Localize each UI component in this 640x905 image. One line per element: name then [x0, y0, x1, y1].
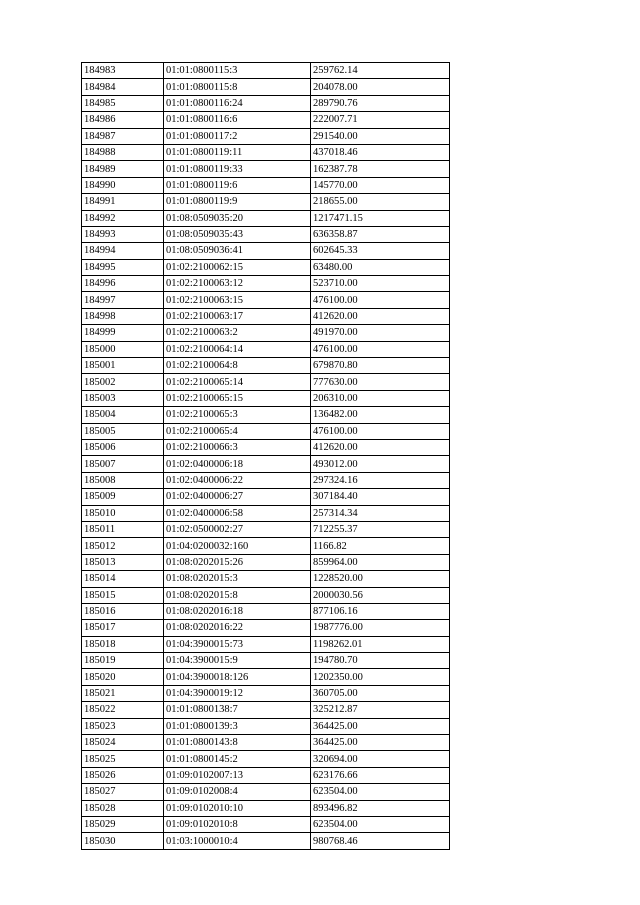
value-cell: 291540.00 — [311, 128, 450, 144]
table-row — [82, 358, 450, 374]
table-row — [82, 554, 450, 570]
cadastral-number-cell: 01:08:0202015:26 — [164, 554, 311, 570]
cadastral-number-cell: 01:08:0509035:43 — [164, 226, 311, 242]
cadastral-number-cell: 01:02:0500002:27 — [164, 521, 311, 537]
value-cell: 1198262.01 — [311, 636, 450, 652]
data-table — [81, 62, 450, 850]
table-row — [82, 816, 450, 832]
cadastral-number-cell: 01:02:2100064:14 — [164, 341, 311, 357]
row-number-cell: 184994 — [82, 243, 164, 259]
table-row — [82, 587, 450, 603]
table-row — [82, 407, 450, 423]
table-row — [82, 144, 450, 160]
cadastral-number-cell: 01:04:0200032:160 — [164, 538, 311, 554]
value-cell: 523710.00 — [311, 276, 450, 292]
table-row — [82, 767, 450, 783]
row-number-cell: 185027 — [82, 784, 164, 800]
row-number-cell: 184999 — [82, 325, 164, 341]
table-row — [82, 505, 450, 521]
table-row — [82, 423, 450, 439]
table-row — [82, 63, 450, 79]
table-body — [82, 63, 450, 850]
table-row — [82, 128, 450, 144]
value-cell: 360705.00 — [311, 685, 450, 701]
row-number-cell: 184993 — [82, 226, 164, 242]
cadastral-number-cell: 01:02:2100063:12 — [164, 276, 311, 292]
value-cell: 320694.00 — [311, 751, 450, 767]
table-row — [82, 472, 450, 488]
row-number-cell: 185030 — [82, 833, 164, 849]
row-number-cell: 185023 — [82, 718, 164, 734]
cadastral-number-cell: 01:08:0202015:8 — [164, 587, 311, 603]
row-number-cell: 185007 — [82, 456, 164, 472]
table-row — [82, 521, 450, 537]
cadastral-number-cell: 01:02:2100063:2 — [164, 325, 311, 341]
cadastral-number-cell: 01:02:0400006:58 — [164, 505, 311, 521]
value-cell: 636358.87 — [311, 226, 450, 242]
value-cell: 364425.00 — [311, 735, 450, 751]
table-row — [82, 276, 450, 292]
row-number-cell: 185010 — [82, 505, 164, 521]
value-cell: 437018.46 — [311, 144, 450, 160]
table-row — [82, 292, 450, 308]
value-cell: 364425.00 — [311, 718, 450, 734]
value-cell: 476100.00 — [311, 341, 450, 357]
row-number-cell: 185013 — [82, 554, 164, 570]
table-row — [82, 620, 450, 636]
row-number-cell: 185026 — [82, 767, 164, 783]
value-cell: 476100.00 — [311, 423, 450, 439]
value-cell: 679870.80 — [311, 358, 450, 374]
row-number-cell: 185002 — [82, 374, 164, 390]
row-number-cell: 184998 — [82, 308, 164, 324]
cadastral-number-cell: 01:09:0102010:10 — [164, 800, 311, 816]
value-cell: 602645.33 — [311, 243, 450, 259]
table-row — [82, 390, 450, 406]
table-row — [82, 702, 450, 718]
row-number-cell: 185016 — [82, 603, 164, 619]
row-number-cell: 185022 — [82, 702, 164, 718]
cadastral-number-cell: 01:02:2100065:3 — [164, 407, 311, 423]
cadastral-number-cell: 01:01:0800116:6 — [164, 112, 311, 128]
cadastral-number-cell: 01:03:1000010:4 — [164, 833, 311, 849]
row-number-cell: 184991 — [82, 194, 164, 210]
table-row — [82, 653, 450, 669]
table-row — [82, 439, 450, 455]
row-number-cell: 185012 — [82, 538, 164, 554]
table-row — [82, 243, 450, 259]
value-cell: 289790.76 — [311, 95, 450, 111]
value-cell: 259762.14 — [311, 63, 450, 79]
value-cell: 777630.00 — [311, 374, 450, 390]
cadastral-number-cell: 01:09:0102010:8 — [164, 816, 311, 832]
cadastral-number-cell: 01:02:2100065:15 — [164, 390, 311, 406]
value-cell: 980768.46 — [311, 833, 450, 849]
table-row — [82, 325, 450, 341]
row-number-cell: 185001 — [82, 358, 164, 374]
value-cell: 162387.78 — [311, 161, 450, 177]
cadastral-number-cell: 01:04:3900018:126 — [164, 669, 311, 685]
row-number-cell: 185020 — [82, 669, 164, 685]
row-number-cell: 185015 — [82, 587, 164, 603]
value-cell: 1228520.00 — [311, 571, 450, 587]
table-row — [82, 112, 450, 128]
table-row — [82, 751, 450, 767]
cadastral-number-cell: 01:02:0400006:27 — [164, 489, 311, 505]
table-row — [82, 374, 450, 390]
cadastral-number-cell: 01:01:0800115:8 — [164, 79, 311, 95]
value-cell: 877106.16 — [311, 603, 450, 619]
row-number-cell: 185009 — [82, 489, 164, 505]
table-row — [82, 177, 450, 193]
value-cell: 325212.87 — [311, 702, 450, 718]
table-row — [82, 571, 450, 587]
value-cell: 257314.34 — [311, 505, 450, 521]
cadastral-number-cell: 01:01:0800119:6 — [164, 177, 311, 193]
value-cell: 222007.71 — [311, 112, 450, 128]
table-row — [82, 79, 450, 95]
cadastral-number-cell: 01:08:0202016:22 — [164, 620, 311, 636]
table-row — [82, 259, 450, 275]
table-row — [82, 833, 450, 849]
row-number-cell: 184997 — [82, 292, 164, 308]
value-cell: 1202350.00 — [311, 669, 450, 685]
value-cell: 1987776.00 — [311, 620, 450, 636]
value-cell: 194780.70 — [311, 653, 450, 669]
table-row — [82, 538, 450, 554]
table-row — [82, 718, 450, 734]
row-number-cell: 184992 — [82, 210, 164, 226]
cadastral-number-cell: 01:02:2100064:8 — [164, 358, 311, 374]
row-number-cell: 184989 — [82, 161, 164, 177]
cadastral-number-cell: 01:02:2100062:15 — [164, 259, 311, 275]
row-number-cell: 185011 — [82, 521, 164, 537]
row-number-cell: 184986 — [82, 112, 164, 128]
table-row — [82, 636, 450, 652]
value-cell: 63480.00 — [311, 259, 450, 275]
table-row — [82, 341, 450, 357]
cadastral-number-cell: 01:01:0800119:33 — [164, 161, 311, 177]
table-row — [82, 784, 450, 800]
value-cell: 1217471.15 — [311, 210, 450, 226]
cadastral-number-cell: 01:04:3900019:12 — [164, 685, 311, 701]
row-number-cell: 185021 — [82, 685, 164, 701]
row-number-cell: 185008 — [82, 472, 164, 488]
cadastral-number-cell: 01:01:0800138:7 — [164, 702, 311, 718]
value-cell: 623176.66 — [311, 767, 450, 783]
cadastral-number-cell: 01:02:2100066:3 — [164, 439, 311, 455]
row-number-cell: 184996 — [82, 276, 164, 292]
cadastral-number-cell: 01:08:0202015:3 — [164, 571, 311, 587]
cadastral-number-cell: 01:01:0800117:2 — [164, 128, 311, 144]
value-cell: 623504.00 — [311, 816, 450, 832]
table-row — [82, 194, 450, 210]
table-row — [82, 685, 450, 701]
table-row — [82, 800, 450, 816]
value-cell: 206310.00 — [311, 390, 450, 406]
value-cell: 2000030.56 — [311, 587, 450, 603]
table-row — [82, 226, 450, 242]
table-row — [82, 95, 450, 111]
row-number-cell: 185006 — [82, 439, 164, 455]
row-number-cell: 185000 — [82, 341, 164, 357]
table-row — [82, 489, 450, 505]
row-number-cell: 184988 — [82, 144, 164, 160]
cadastral-number-cell: 01:01:0800139:3 — [164, 718, 311, 734]
row-number-cell: 184995 — [82, 259, 164, 275]
row-number-cell: 185025 — [82, 751, 164, 767]
table-row — [82, 210, 450, 226]
cadastral-number-cell: 01:08:0509035:20 — [164, 210, 311, 226]
row-number-cell: 185017 — [82, 620, 164, 636]
value-cell: 893496.82 — [311, 800, 450, 816]
value-cell: 859964.00 — [311, 554, 450, 570]
value-cell: 145770.00 — [311, 177, 450, 193]
cadastral-number-cell: 01:02:0400006:18 — [164, 456, 311, 472]
cadastral-number-cell: 01:01:0800116:24 — [164, 95, 311, 111]
cadastral-number-cell: 01:01:0800115:3 — [164, 63, 311, 79]
cadastral-number-cell: 01:04:3900015:73 — [164, 636, 311, 652]
row-number-cell: 185003 — [82, 390, 164, 406]
cadastral-number-cell: 01:04:3900015:9 — [164, 653, 311, 669]
cadastral-number-cell: 01:09:0102007:13 — [164, 767, 311, 783]
table-row — [82, 161, 450, 177]
row-number-cell: 185029 — [82, 816, 164, 832]
value-cell: 493012.00 — [311, 456, 450, 472]
row-number-cell: 184987 — [82, 128, 164, 144]
value-cell: 307184.40 — [311, 489, 450, 505]
table-row — [82, 456, 450, 472]
cadastral-number-cell: 01:01:0800119:9 — [164, 194, 311, 210]
row-number-cell: 185005 — [82, 423, 164, 439]
cadastral-number-cell: 01:01:0800119:11 — [164, 144, 311, 160]
value-cell: 623504.00 — [311, 784, 450, 800]
value-cell: 297324.16 — [311, 472, 450, 488]
cadastral-number-cell: 01:08:0509036:41 — [164, 243, 311, 259]
value-cell: 491970.00 — [311, 325, 450, 341]
value-cell: 712255.37 — [311, 521, 450, 537]
table-row — [82, 669, 450, 685]
cadastral-number-cell: 01:01:0800145:2 — [164, 751, 311, 767]
row-number-cell: 185018 — [82, 636, 164, 652]
row-number-cell: 184990 — [82, 177, 164, 193]
value-cell: 412620.00 — [311, 439, 450, 455]
row-number-cell: 185019 — [82, 653, 164, 669]
cadastral-number-cell: 01:02:0400006:22 — [164, 472, 311, 488]
cadastral-number-cell: 01:02:2100063:15 — [164, 292, 311, 308]
row-number-cell: 185024 — [82, 735, 164, 751]
row-number-cell: 184983 — [82, 63, 164, 79]
cadastral-number-cell: 01:02:2100063:17 — [164, 308, 311, 324]
value-cell: 412620.00 — [311, 308, 450, 324]
value-cell: 218655.00 — [311, 194, 450, 210]
cadastral-number-cell: 01:02:2100065:4 — [164, 423, 311, 439]
value-cell: 476100.00 — [311, 292, 450, 308]
row-number-cell: 185028 — [82, 800, 164, 816]
row-number-cell: 184985 — [82, 95, 164, 111]
cadastral-number-cell: 01:01:0800143:8 — [164, 735, 311, 751]
row-number-cell: 185004 — [82, 407, 164, 423]
table-row — [82, 735, 450, 751]
value-cell: 204078.00 — [311, 79, 450, 95]
cadastral-number-cell: 01:08:0202016:18 — [164, 603, 311, 619]
cadastral-number-cell: 01:09:0102008:4 — [164, 784, 311, 800]
value-cell: 136482.00 — [311, 407, 450, 423]
table-row — [82, 308, 450, 324]
value-cell: 1166.82 — [311, 538, 450, 554]
cadastral-number-cell: 01:02:2100065:14 — [164, 374, 311, 390]
row-number-cell: 184984 — [82, 79, 164, 95]
row-number-cell: 185014 — [82, 571, 164, 587]
table-row — [82, 603, 450, 619]
